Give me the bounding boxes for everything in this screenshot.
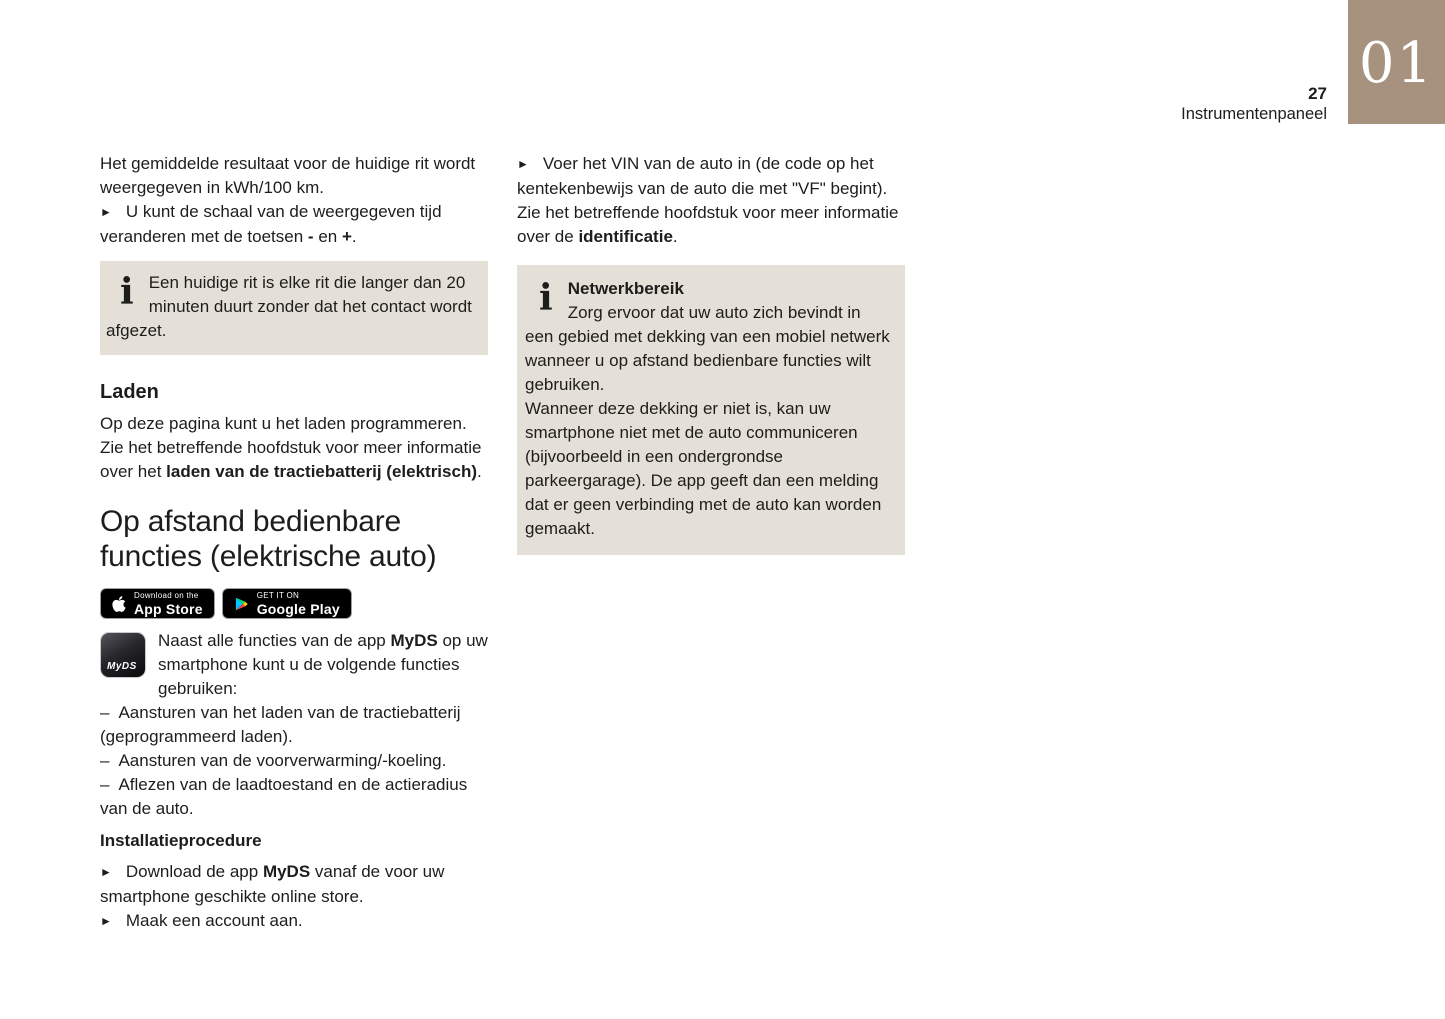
google-play-badge-label: Google Play (256, 600, 340, 617)
page-number: 27 (1308, 84, 1327, 103)
install-step-account: ► Maak een account aan. (100, 911, 303, 930)
list-item-charging: – Aansturen van het laden van de tractiebatterij (geprogrammeerd laden). (100, 703, 461, 746)
paragraph-average-result: Het gemiddelde resultaat voor de huidige rit wordt weergegeven in kWh/100 km. (100, 154, 476, 197)
app-store-badge (100, 588, 215, 619)
myds-app-icon (100, 632, 146, 678)
google-play-badge-tagline: GET IT ON (256, 590, 300, 600)
app-store-badge-tagline: Download on the (134, 590, 199, 600)
heading-remote-functions: Op afstand bedienbare functies (elektrische auto) (100, 505, 437, 573)
google-play-icon (234, 596, 249, 612)
heading-installation: Installatieprocedure (100, 831, 262, 850)
list-item-preheating: – Aansturen van de voorverwarming/-koeling. (100, 751, 447, 770)
infobox-network-title: Netwerkbereik (567, 279, 684, 298)
section-title: Instrumentenpaneel (1181, 105, 1327, 123)
infobox-current-trip-text: Een huidige rit is elke rit die langer dan 20 minuten duurt zonder dat het contact wordt afgezet. (106, 273, 472, 340)
infobox-current-trip (100, 261, 488, 355)
infobox-network-coverage (517, 265, 905, 555)
right-column (517, 152, 905, 555)
chapter-tab (1348, 0, 1445, 124)
page-header (1181, 84, 1327, 125)
google-play-badge (222, 588, 352, 619)
myds-app-icon-label: MyDS (107, 661, 137, 672)
app-description (100, 629, 488, 701)
info-icon: i (120, 271, 134, 313)
heading-laden: Laden (100, 381, 159, 403)
install-step-vin: ► Voer het VIN van de auto in (de code op het kentekenbewijs van de auto die met "VF" begint). Zie het betreffende hoofdstuk voor meer informatie over de identificatie. (517, 154, 899, 246)
store-badges (100, 588, 488, 619)
bullet-time-scale: ► U kunt de schaal van de weergegeven tijd veranderen met de toetsen - en +. (100, 202, 442, 246)
list-item-charge-status: – Aflezen van de laadtoestand en de actieradius van de auto. (100, 775, 468, 818)
app-paragraph: Naast alle functies van de app MyDS op uw smartphone kunt u de volgende functies gebruiken: (158, 631, 488, 698)
infobox-network-text-2: Wanneer deze dekking er niet is, kan uw smartphone niet met de auto communiceren (bijvoorbeeld in een ondergrondse parkeergarage). De app geeft dan een melding dat er geen verbinding met de auto kan worden gemaakt. (525, 399, 882, 538)
paragraph-laden: Op deze pagina kunt u het laden programmeren. Zie het betreffende hoofdstuk voor meer informatie over het laden van de tractiebatterij (elektrisch). (100, 414, 482, 481)
left-column (100, 152, 488, 934)
info-icon: i (539, 277, 553, 319)
chapter-number: 01 (1358, 30, 1435, 96)
infobox-network-text-1: Zorg ervoor dat uw auto zich bevindt in een gebied met dekking van een mobiel netwerk wanneer u op afstand bedienbare functies wilt gebruiken. (525, 303, 890, 394)
app-store-badge-label: App Store (134, 600, 203, 617)
apple-icon (112, 595, 126, 613)
install-step-download: ► Download de app MyDS vanaf de voor uw smartphone geschikte online store. (100, 862, 445, 906)
